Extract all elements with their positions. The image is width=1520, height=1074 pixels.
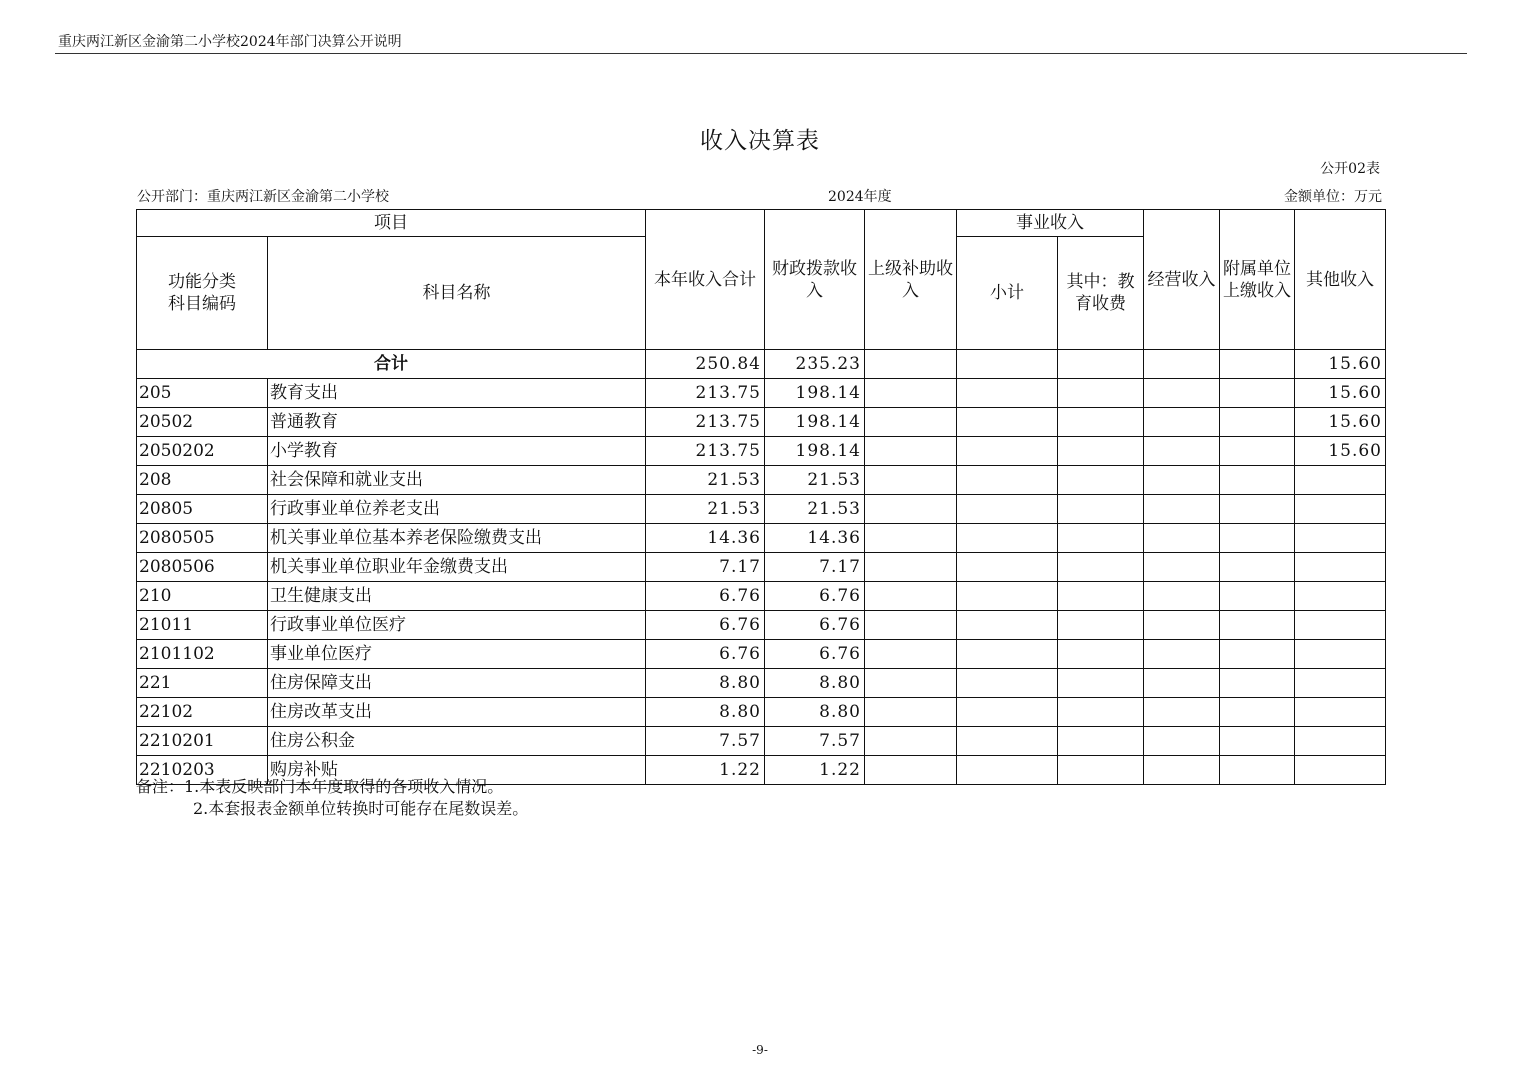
header-project: 项目	[137, 210, 646, 237]
row-fiscal: 198.14	[765, 437, 865, 466]
row-code: 20502	[137, 408, 268, 437]
row-total: 213.75	[646, 408, 765, 437]
row-other	[1295, 698, 1386, 727]
row-other	[1295, 669, 1386, 698]
row-other	[1295, 582, 1386, 611]
row-total: 8.80	[646, 698, 765, 727]
row-name: 机关事业单位职业年金缴费支出	[268, 553, 646, 582]
row-other	[1295, 611, 1386, 640]
form-number: 公开02表	[1320, 161, 1380, 177]
total-income: 250.84	[646, 350, 765, 379]
row-name: 卫生健康支出	[268, 582, 646, 611]
header-other: 其他收入	[1295, 210, 1386, 350]
fiscal-year: 2024年度	[828, 189, 892, 205]
row-fiscal: 8.80	[765, 669, 865, 698]
header-total: 本年收入合计	[646, 210, 765, 350]
row-code: 20805	[137, 495, 268, 524]
row-fiscal: 6.76	[765, 640, 865, 669]
header-code: 功能分类 科目编码	[137, 237, 268, 350]
row-code: 2080505	[137, 524, 268, 553]
row-code: 2210201	[137, 727, 268, 756]
header-affiliated: 附属单位上缴收入	[1220, 210, 1295, 350]
row-code: 2050202	[137, 437, 268, 466]
row-total: 6.76	[646, 640, 765, 669]
income-table	[136, 209, 1386, 785]
notes	[136, 776, 528, 820]
row-other	[1295, 553, 1386, 582]
row-fiscal: 7.57	[765, 727, 865, 756]
row-total: 21.53	[646, 466, 765, 495]
row-code: 205	[137, 379, 268, 408]
row-code: 2101102	[137, 640, 268, 669]
row-name: 购房补贴	[268, 756, 646, 785]
row-name: 教育支出	[268, 379, 646, 408]
header-superior: 上级补助收入	[865, 210, 957, 350]
header-business-edu-fee: 其中：教育收费	[1058, 237, 1144, 350]
table-row	[137, 698, 1386, 727]
running-header: 重庆两江新区金渝第二小学校2024年部门决算公开说明	[58, 34, 402, 50]
table-row	[137, 495, 1386, 524]
row-fiscal: 6.76	[765, 582, 865, 611]
row-fiscal: 7.17	[765, 553, 865, 582]
row-total: 6.76	[646, 582, 765, 611]
header-business: 事业收入	[957, 210, 1144, 237]
table-title: 收入决算表	[700, 128, 820, 154]
row-name: 住房公积金	[268, 727, 646, 756]
row-total: 8.80	[646, 669, 765, 698]
row-code: 21011	[137, 611, 268, 640]
row-code: 210	[137, 582, 268, 611]
note-1: 备注：1.本表反映部门本年度取得的各项收入情况。	[136, 777, 504, 796]
row-total: 6.76	[646, 611, 765, 640]
row-fiscal: 21.53	[765, 466, 865, 495]
table-row	[137, 408, 1386, 437]
total-fiscal: 235.23	[765, 350, 865, 379]
table-row	[137, 379, 1386, 408]
header-divider	[55, 53, 1467, 54]
header-business-subtotal: 小计	[957, 237, 1058, 350]
row-code: 22102	[137, 698, 268, 727]
amount-unit: 金额单位：万元	[1284, 189, 1382, 205]
row-name: 普通教育	[268, 408, 646, 437]
row-total: 1.22	[646, 756, 765, 785]
row-fiscal: 198.14	[765, 408, 865, 437]
table-row	[137, 437, 1386, 466]
table-row	[137, 553, 1386, 582]
total-other: 15.60	[1295, 350, 1386, 379]
row-other	[1295, 756, 1386, 785]
header-operating: 经营收入	[1144, 210, 1220, 350]
table-row	[137, 611, 1386, 640]
department-label: 公开部门：重庆两江新区金渝第二小学校	[137, 189, 389, 205]
row-code: 2080506	[137, 553, 268, 582]
row-other	[1295, 495, 1386, 524]
row-total: 21.53	[646, 495, 765, 524]
table-row	[137, 582, 1386, 611]
row-fiscal: 14.36	[765, 524, 865, 553]
row-total: 7.57	[646, 727, 765, 756]
row-total: 213.75	[646, 379, 765, 408]
row-fiscal: 198.14	[765, 379, 865, 408]
table-row	[137, 640, 1386, 669]
row-other: 15.60	[1295, 437, 1386, 466]
row-other: 15.60	[1295, 379, 1386, 408]
row-total: 14.36	[646, 524, 765, 553]
row-name: 机关事业单位基本养老保险缴费支出	[268, 524, 646, 553]
table-row	[137, 524, 1386, 553]
row-name: 住房改革支出	[268, 698, 646, 727]
row-code: 2210203	[137, 756, 268, 785]
row-other	[1295, 524, 1386, 553]
row-other	[1295, 640, 1386, 669]
row-name: 社会保障和就业支出	[268, 466, 646, 495]
row-fiscal: 8.80	[765, 698, 865, 727]
page-number: -9-	[752, 1043, 768, 1057]
row-other	[1295, 466, 1386, 495]
note-2: 2.本套报表金额单位转换时可能存在尾数误差。	[193, 799, 529, 818]
row-total: 213.75	[646, 437, 765, 466]
row-other	[1295, 727, 1386, 756]
row-name: 事业单位医疗	[268, 640, 646, 669]
row-name: 行政事业单位医疗	[268, 611, 646, 640]
total-label: 合计	[137, 350, 646, 379]
header-name: 科目名称	[268, 237, 646, 350]
row-code: 221	[137, 669, 268, 698]
row-name: 小学教育	[268, 437, 646, 466]
total-row	[137, 350, 1386, 379]
table-row	[137, 669, 1386, 698]
row-total: 7.17	[646, 553, 765, 582]
row-fiscal: 1.22	[765, 756, 865, 785]
row-fiscal: 6.76	[765, 611, 865, 640]
table-row	[137, 466, 1386, 495]
row-fiscal: 21.53	[765, 495, 865, 524]
row-other: 15.60	[1295, 408, 1386, 437]
row-name: 行政事业单位养老支出	[268, 495, 646, 524]
row-code: 208	[137, 466, 268, 495]
table-row	[137, 727, 1386, 756]
row-name: 住房保障支出	[268, 669, 646, 698]
header-row	[137, 210, 1386, 237]
header-fiscal: 财政拨款收入	[765, 210, 865, 350]
